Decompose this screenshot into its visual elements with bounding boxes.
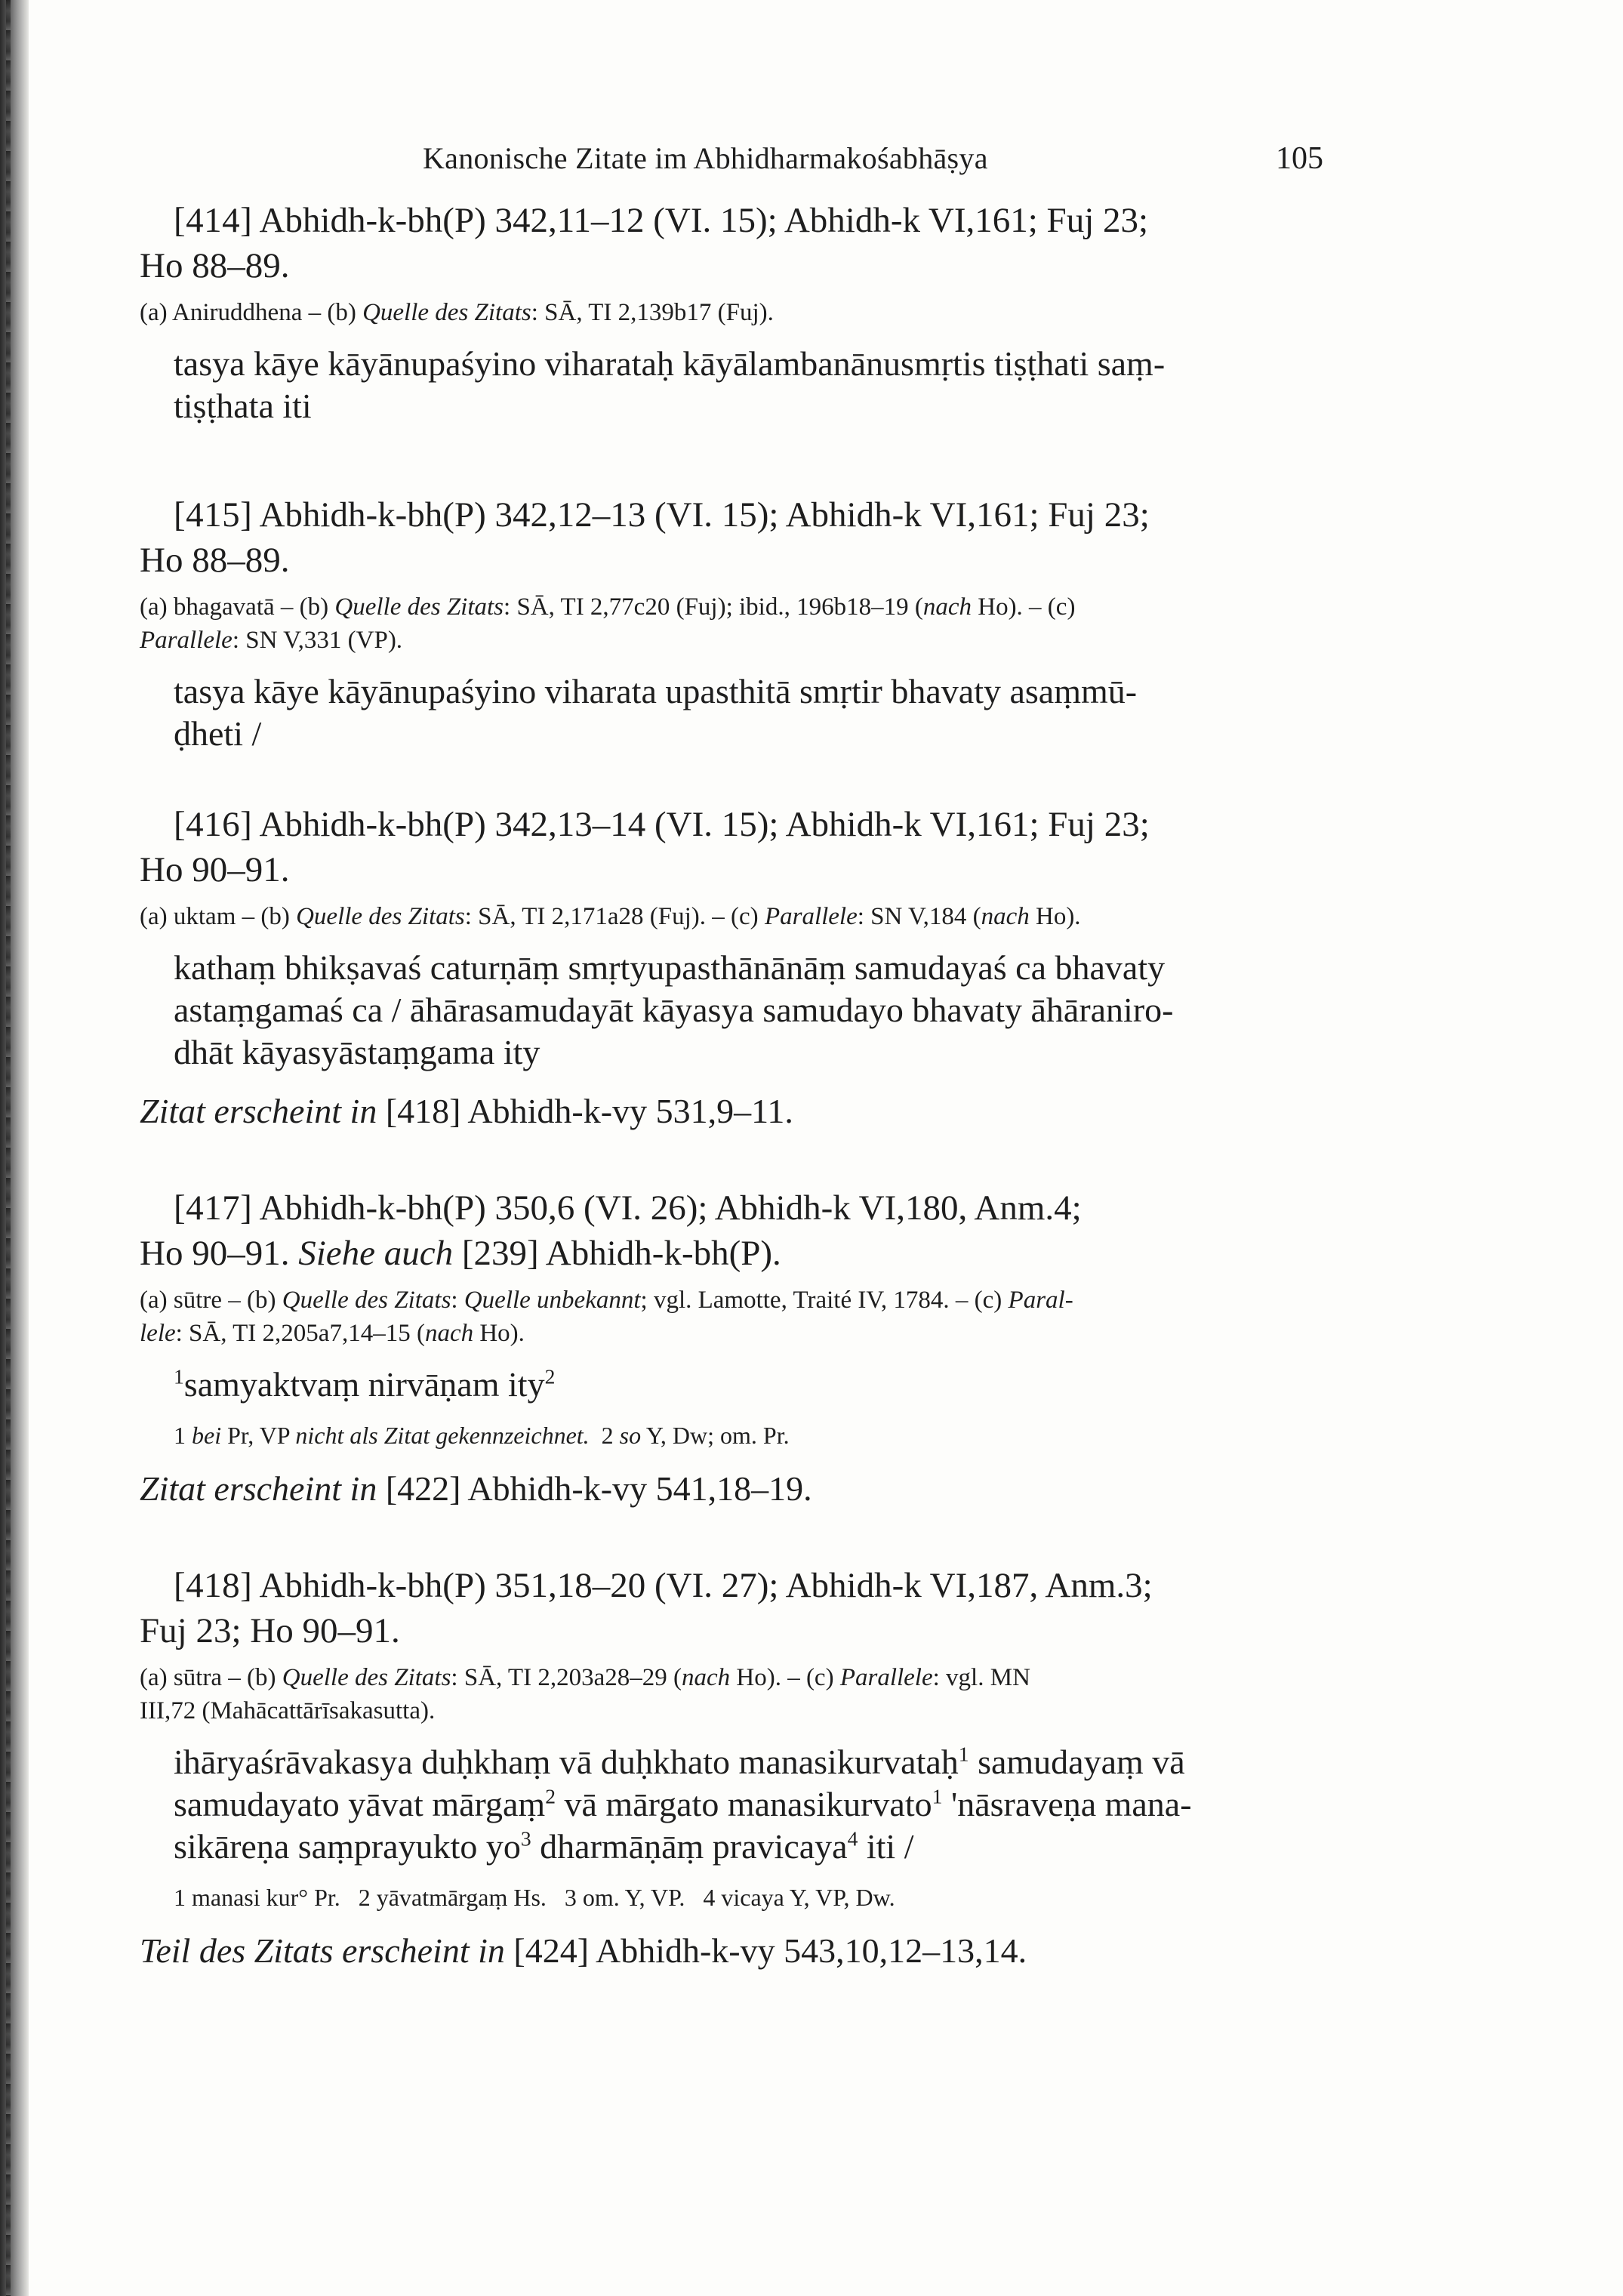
entry-418 [140, 1563, 1332, 1974]
entry-meta: (a) sūtra – (b) Quelle des Zitats: SĀ, TI 2,203a28–29 (nach Ho). – (c) Parallele: vgl. MN III,72 (Mahācattārīsakasutta). [140, 1664, 1030, 1724]
entry-heading: [415] Abhidh-k-bh(P) 342,12–13 (VI. 15); Abhidh-k VI,161; Fuj 23; [174, 495, 1150, 535]
entry-heading-cont: Ho 88–89. [140, 246, 290, 285]
running-head: Kanonische Zitate im Abhidharmakośabhāṣya [423, 141, 988, 175]
entry-number: [417] [174, 1188, 253, 1228]
entry-heading-cont: Ho 88–89. [140, 541, 290, 580]
entry-heading: [417] Abhidh-k-bh(P) 350,6 (VI. 26); Abhidh-k VI,180, Anm.4; [174, 1188, 1082, 1228]
entry-414 [140, 198, 1332, 427]
entry-number: [414] [174, 201, 253, 240]
entry-heading: [414] Abhidh-k-bh(P) 342,11–12 (VI. 15); Abhidh-k VI,161; Fuj 23; [174, 201, 1149, 240]
quote-text: kathaṃ bhikṣavaś caturṇāṃ smṛtyupasthānānāṃ samudayaś ca bhavaty astaṃgamaś ca / āhārasamudayāt kāyasya samudayo bhavaty āhāraniro- dhāt kāyasyāstaṃgama ity [174, 948, 1174, 1071]
entry-416 [140, 802, 1332, 1134]
entry-heading-cont: Fuj 23; Ho 90–91. [140, 1611, 400, 1650]
entry-415 [140, 492, 1332, 755]
entry-meta: (a) bhagavatā – (b) Quelle des Zitats: SĀ, TI 2,77c20 (Fuj); ibid., 196b18–19 (nach Ho). – (c) Parallele: SN V,331 (VP). [140, 593, 1076, 654]
entry-heading: [418] Abhidh-k-bh(P) 351,18–20 (VI. 27); Abhidh-k VI,187, Anm.3; [174, 1566, 1153, 1605]
quote-text: tasya kāye kāyānupaśyino viharata upasthitā smṛtir bhavaty asaṃmū- ḍheti / [174, 672, 1138, 753]
entry-meta: (a) Aniruddhena – (b) Quelle des Zitats: SĀ, TI 2,139b17 (Fuj). [140, 299, 774, 326]
entry-heading: [416] Abhidh-k-bh(P) 342,13–14 (VI. 15); Abhidh-k VI,161; Fuj 23; [174, 805, 1150, 844]
entry-heading-cont: Ho 90–91. [140, 850, 290, 889]
quote-text: tasya kāye kāyānupaśyino viharataḥ kāyālambanānusmṛtis tiṣṭhati saṃ- tiṣṭhata iti [174, 344, 1166, 425]
scan-binding-edge [0, 0, 29, 2296]
entry-heading-cont: Ho 90–91. Siehe auch [239] Abhidh-k-bh(P). [140, 1234, 781, 1273]
cross-reference: Zitat erscheint in [422] Abhidh-k-vy 541,18–19. [140, 1469, 812, 1508]
quote-text: ihāryaśrāvakasya duḥkhaṃ vā duḥkhato manasikurvataḥ$^1$ samudayaṃ vā samudayato yāvat mārgaṃ$^2$ vā mārgato manasikurvato$^1$ 'nāsraveṇa mana- sikāreṇa saṃprayukto $yo^3$ dharmāṇāṃ pravicaya$^4$ iti / [174, 1742, 1192, 1866]
footnotes: 1 bei Pr, VP nicht als Zitat gekennzeichnet. 2 so Y, Dw; om. Pr. [174, 1422, 790, 1449]
entry-number: [418] [174, 1566, 253, 1605]
entry-meta: (a) uktam – (b) Quelle des Zitats: SĀ, TI 2,171a28 (Fuj). – (c) Parallele: SN V,184 (nach Ho). [140, 903, 1081, 930]
entry-number: [416] [174, 805, 253, 844]
page-number: 105 [1276, 141, 1323, 176]
footnotes: 1 manasi kur° Pr. 2 yāvatmārgaṃ Hs. 3 om. Y, VP. 4 vicaya Y, VP, Dw. [174, 1884, 895, 1911]
entry-number: [415] [174, 495, 253, 535]
quote-text: $^1$samyaktvaṃ nirvāṇam ity$^2$ [174, 1364, 556, 1404]
entry-417 [140, 1185, 1332, 1512]
entry-meta: (a) sūtre – (b) Quelle des Zitats: Quelle unbekannt; vgl. Lamotte, Traité IV, 1784. – (c) Paral- lele: SĀ, TI 2,205a7,14–15 (nach Ho). [140, 1287, 1073, 1347]
cross-reference: Teil des Zitats erscheint in [424] Abhidh-k-vy 543,10,12–13,14. [140, 1931, 1027, 1970]
cross-reference: Zitat erscheint in [418] Abhidh-k-vy 531,9–11. [140, 1092, 793, 1130]
